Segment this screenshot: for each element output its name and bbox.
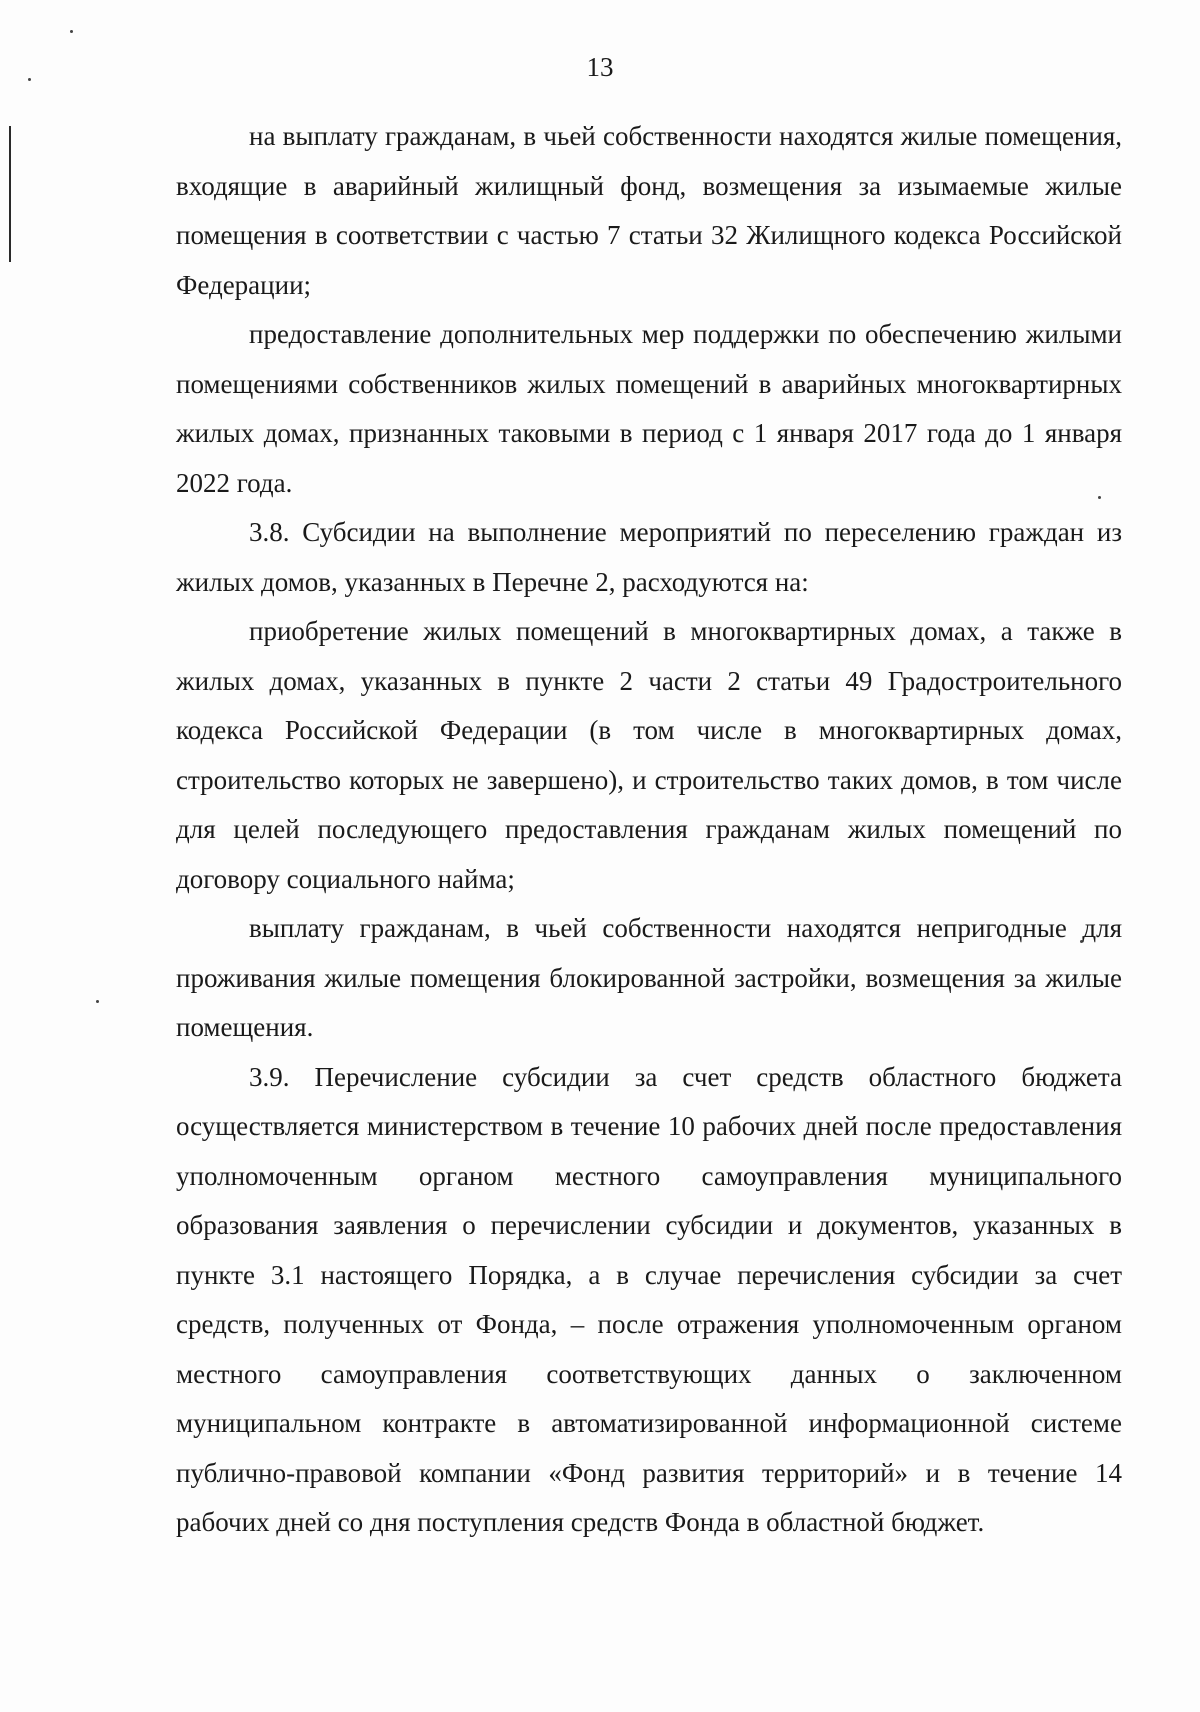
- scan-margin-mark: [9, 126, 11, 262]
- paragraph-blocked-housing-payment: выплату гражданам, в чьей собственности находятся непригодные для проживания жилые помещения блокированной застройки, возмещения за жилые помещения.: [176, 913, 1122, 1042]
- paragraph-section-3-9: 3.9. Перечисление субсидии за счет средств областного бюджета осуществляется министерством в течение 10 рабочих дней после предоставления уполномоченным органом местного самоуправления муниципального образования заявления о перечислении субсидии и документов, указанных в пункте 3.1 настоящего Порядка, а в случае перечисления субсидии за счет средств, полученных от Фонда, – после отражения уполномоченным органом местного самоуправления соответствующих данных о заключенном муниципальном контракте в автоматизированной информационной системе публично-правовой компании «Фонд развития территорий» и в течение 14 рабочих дней со дня поступления средств Фонда в областной бюджет.: [176, 1061, 1122, 1537]
- body-text: [176, 112, 1122, 1548]
- paragraph-housing-acquisition: приобретение жилых помещений в многоквартирных домах, а также в жилых домах, указанных в пункте 2 части 2 статьи 49 Градостроительного кодекса Российской Федерации (в том числе в многоквартирных домах, строительство которых не завершено), и строительство таких домов, в том числе для целей последующего предоставления гражданам жилых помещений по договору социального найма;: [176, 616, 1122, 894]
- scan-speck: [70, 30, 73, 33]
- scan-speck: [96, 1000, 99, 1003]
- paragraph-additional-support: предоставление дополнительных мер поддержки по обеспечению жилыми помещениями собственников жилых помещений в аварийных многоквартирных жилых домах, признанных таковыми в период с 1 января 2017 года до 1 января 2022 года.: [176, 319, 1122, 498]
- page-number: 13: [586, 52, 614, 82]
- paragraph-section-3-8: 3.8. Субсидии на выполнение мероприятий по переселению граждан из жилых домов, указанных в Перечне 2, расходуются на:: [176, 517, 1122, 597]
- paragraph-compensation-payment: на выплату гражданам, в чьей собственности находятся жилые помещения, входящие в аварийный жилищный фонд, возмещения за изымаемые жилые помещения в соответствии с частью 7 статьи 32 Жилищного кодекса Российской Федерации;: [176, 121, 1122, 300]
